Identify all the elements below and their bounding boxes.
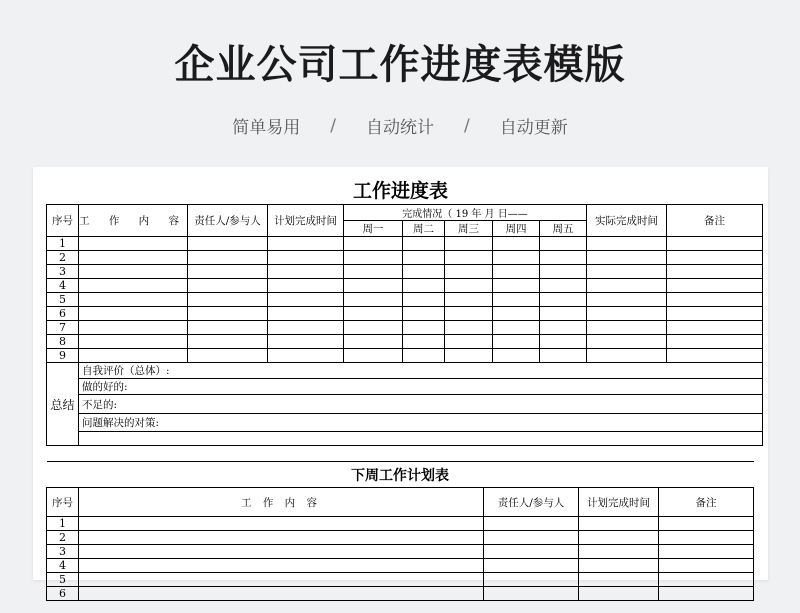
weekday-mon: 周一 — [344, 221, 403, 237]
cell[interactable] — [188, 265, 268, 279]
header-seq: 序号 — [47, 205, 79, 237]
cell[interactable] — [579, 559, 659, 573]
cell[interactable] — [344, 335, 403, 349]
cell[interactable] — [445, 307, 493, 321]
cell[interactable] — [445, 321, 493, 335]
header-seq: 序号 — [47, 488, 79, 517]
cell[interactable] — [79, 335, 188, 349]
row-number: 2 — [47, 251, 79, 265]
row-number: 4 — [47, 279, 79, 293]
table-row — [47, 307, 763, 321]
cell[interactable] — [579, 573, 659, 587]
cell[interactable] — [445, 279, 493, 293]
cell[interactable] — [268, 265, 344, 279]
progress-table — [46, 204, 763, 446]
cell[interactable] — [344, 279, 403, 293]
cell[interactable] — [484, 545, 579, 559]
cell[interactable] — [403, 265, 445, 279]
header-remarks: 备注 — [667, 205, 763, 237]
weekday-thu: 周四 — [493, 221, 540, 237]
cell[interactable] — [540, 321, 587, 335]
tag-separator: / — [464, 115, 470, 136]
cell[interactable] — [79, 349, 188, 363]
header-owner: 责任人/参与人 — [484, 488, 579, 517]
cell[interactable] — [540, 251, 587, 265]
summary-blank[interactable] — [79, 432, 763, 446]
next-week-title: 下周工作计划表 — [47, 462, 754, 488]
row-number: 1 — [47, 517, 79, 531]
cell[interactable] — [493, 349, 540, 363]
header-actual-time: 实际完成时间 — [587, 205, 667, 237]
tag-separator: / — [330, 115, 336, 136]
table-row — [47, 293, 763, 307]
cell[interactable] — [667, 349, 763, 363]
table-row — [47, 335, 763, 349]
cell[interactable] — [79, 587, 484, 601]
tag-auto-stats: 自动统计 — [366, 118, 434, 138]
table-row — [47, 545, 754, 559]
cell[interactable] — [403, 335, 445, 349]
cell[interactable] — [493, 307, 540, 321]
header-plan-time: 计划完成时间 — [579, 488, 659, 517]
cell[interactable] — [484, 573, 579, 587]
cell[interactable] — [188, 293, 268, 307]
cell[interactable] — [79, 307, 188, 321]
cell[interactable] — [445, 335, 493, 349]
table-row — [47, 531, 754, 545]
cell[interactable] — [79, 545, 484, 559]
cell[interactable] — [587, 237, 667, 251]
cell[interactable] — [79, 321, 188, 335]
table-row — [47, 279, 763, 293]
cell[interactable] — [403, 237, 445, 251]
cell[interactable] — [659, 573, 754, 587]
row-number: 5 — [47, 293, 79, 307]
cell[interactable] — [344, 307, 403, 321]
weekday-wed: 周三 — [445, 221, 493, 237]
cell[interactable] — [667, 307, 763, 321]
cell[interactable] — [587, 321, 667, 335]
cell[interactable] — [445, 293, 493, 307]
row-number: 1 — [47, 237, 79, 251]
cell[interactable] — [493, 251, 540, 265]
table-row — [47, 573, 754, 587]
cell[interactable] — [188, 237, 268, 251]
cell[interactable] — [268, 251, 344, 265]
cell[interactable] — [403, 321, 445, 335]
cell[interactable] — [493, 279, 540, 293]
cell[interactable] — [579, 517, 659, 531]
cell[interactable] — [540, 335, 587, 349]
cell[interactable] — [445, 251, 493, 265]
cell[interactable] — [188, 279, 268, 293]
weekday-fri: 周五 — [540, 221, 587, 237]
cell[interactable] — [445, 237, 493, 251]
row-number: 2 — [47, 531, 79, 545]
cell[interactable] — [188, 307, 268, 321]
cell[interactable] — [188, 251, 268, 265]
header-remarks: 备注 — [659, 488, 754, 517]
summary-shortcomings[interactable]: 不足的: — [79, 395, 763, 414]
cell[interactable] — [268, 279, 344, 293]
cell[interactable] — [493, 237, 540, 251]
weekday-tue: 周二 — [403, 221, 445, 237]
cell[interactable] — [344, 293, 403, 307]
cell[interactable] — [344, 265, 403, 279]
header-status: 完成情况（ 19 年 月 日—— — [344, 205, 587, 221]
feature-tags — [0, 113, 800, 138]
cell[interactable] — [667, 321, 763, 335]
cell[interactable] — [268, 321, 344, 335]
cell[interactable] — [188, 349, 268, 363]
cell[interactable] — [445, 265, 493, 279]
cell[interactable] — [667, 251, 763, 265]
summary-solutions[interactable]: 问题解决的对策: — [79, 414, 763, 432]
cell[interactable] — [79, 237, 188, 251]
header-plan-time: 计划完成时间 — [268, 205, 344, 237]
tag-easy: 简单易用 — [232, 118, 301, 138]
cell[interactable] — [667, 335, 763, 349]
cell[interactable] — [403, 307, 445, 321]
row-number: 9 — [47, 349, 79, 363]
cell[interactable] — [484, 517, 579, 531]
cell[interactable] — [188, 335, 268, 349]
header-content: 工 作 内 容 — [79, 205, 188, 237]
cell[interactable] — [79, 279, 188, 293]
cell[interactable] — [344, 237, 403, 251]
row-number: 6 — [47, 307, 79, 321]
cell[interactable] — [579, 587, 659, 601]
cell[interactable] — [587, 335, 667, 349]
summary-done-well[interactable]: 做的好的: — [79, 379, 763, 395]
row-number: 8 — [47, 335, 79, 349]
cell[interactable] — [79, 531, 484, 545]
cell[interactable] — [484, 587, 579, 601]
cell[interactable] — [493, 293, 540, 307]
cell[interactable] — [268, 293, 344, 307]
cell[interactable] — [667, 265, 763, 279]
cell[interactable] — [659, 587, 754, 601]
table-row — [47, 559, 754, 573]
cell[interactable] — [188, 321, 268, 335]
sheet-title: 工作进度表 — [352, 180, 448, 202]
cell[interactable] — [659, 559, 754, 573]
summary-label: 总结 — [47, 363, 79, 446]
cell[interactable] — [667, 279, 763, 293]
cell[interactable] — [540, 293, 587, 307]
cell[interactable] — [79, 293, 188, 307]
row-number: 7 — [47, 321, 79, 335]
table-row — [47, 251, 763, 265]
cell[interactable] — [344, 321, 403, 335]
cell[interactable] — [79, 559, 484, 573]
cell[interactable] — [493, 335, 540, 349]
table-row — [47, 517, 754, 531]
table-row — [47, 349, 763, 363]
row-number: 6 — [47, 587, 79, 601]
cell[interactable] — [587, 307, 667, 321]
cell[interactable] — [659, 517, 754, 531]
cell[interactable] — [540, 279, 587, 293]
cell[interactable] — [79, 517, 484, 531]
cell[interactable] — [587, 293, 667, 307]
table-row — [47, 237, 763, 251]
cell[interactable] — [268, 307, 344, 321]
summary-self-evaluation[interactable]: 自我评价（总体）: — [79, 363, 763, 379]
cell[interactable] — [667, 293, 763, 307]
cell[interactable] — [493, 265, 540, 279]
table-row — [47, 265, 763, 279]
cell[interactable] — [667, 237, 763, 251]
cell[interactable] — [403, 293, 445, 307]
cell[interactable] — [344, 349, 403, 363]
cell[interactable] — [587, 265, 667, 279]
row-number: 5 — [47, 573, 79, 587]
next-week-table — [46, 461, 754, 601]
cell[interactable] — [587, 349, 667, 363]
cell[interactable] — [484, 559, 579, 573]
cell[interactable] — [493, 321, 540, 335]
cell[interactable] — [540, 307, 587, 321]
cell[interactable] — [540, 349, 587, 363]
cell[interactable] — [659, 545, 754, 559]
page-title: 企业公司工作进度表模版 — [174, 42, 626, 88]
cell[interactable] — [445, 349, 493, 363]
cell[interactable] — [579, 531, 659, 545]
cell[interactable] — [344, 251, 403, 265]
cell[interactable] — [587, 279, 667, 293]
cell[interactable] — [659, 531, 754, 545]
row-number: 3 — [47, 265, 79, 279]
header-content: 工 作 内 容 — [79, 488, 484, 517]
header-owner: 责任人/参与人 — [188, 205, 268, 237]
cell[interactable] — [403, 349, 445, 363]
cell[interactable] — [403, 279, 445, 293]
tag-auto-update: 自动更新 — [499, 118, 568, 138]
cell[interactable] — [484, 531, 579, 545]
cell[interactable] — [540, 237, 587, 251]
cell[interactable] — [268, 335, 344, 349]
cell[interactable] — [268, 237, 344, 251]
row-number: 3 — [47, 545, 79, 559]
table-row — [47, 321, 763, 335]
spreadsheet-preview — [33, 167, 768, 600]
cell[interactable] — [587, 251, 667, 265]
cell[interactable] — [579, 545, 659, 559]
cell[interactable] — [403, 251, 445, 265]
cell[interactable] — [79, 251, 188, 265]
table-row — [47, 587, 754, 601]
row-number: 4 — [47, 559, 79, 573]
cell[interactable] — [540, 265, 587, 279]
cell[interactable] — [79, 265, 188, 279]
cell[interactable] — [79, 573, 484, 587]
cell[interactable] — [268, 349, 344, 363]
